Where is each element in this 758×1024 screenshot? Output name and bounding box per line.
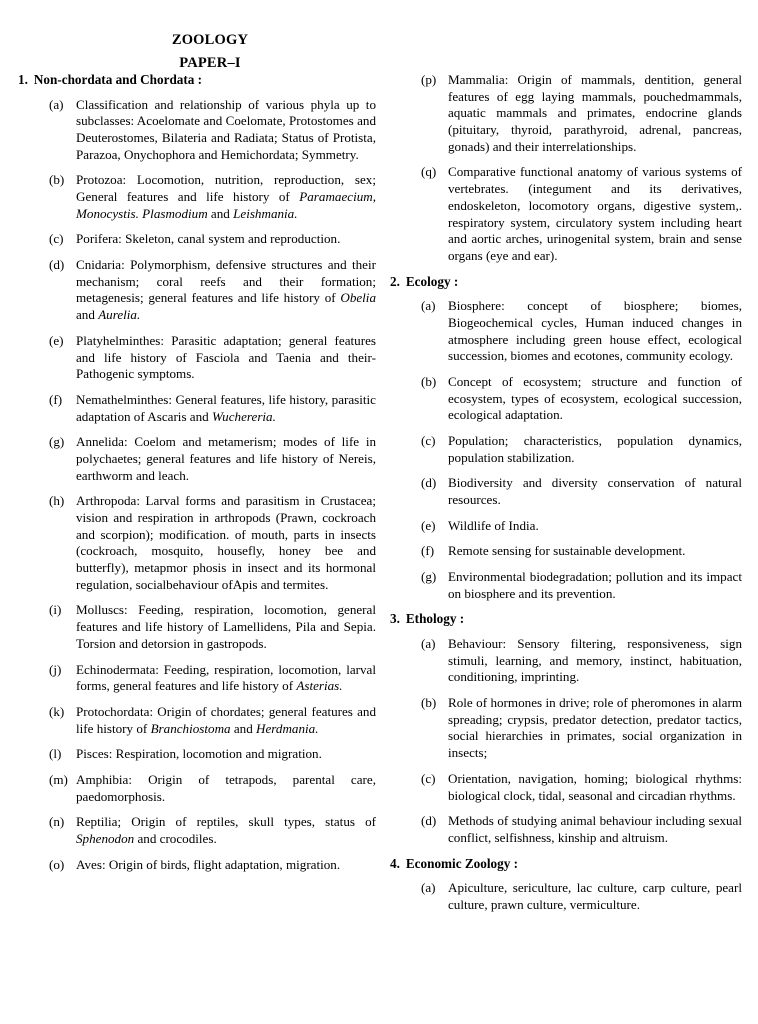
section-number: 4. <box>390 855 400 871</box>
item-label: (i) <box>49 602 62 618</box>
syllabus-item <box>390 164 742 264</box>
syllabus-item <box>18 857 376 874</box>
item-text: Biodiversity and diversity conservation of natural resources. <box>448 475 742 508</box>
section-heading <box>390 856 742 872</box>
page-title: ZOOLOGY <box>171 32 249 48</box>
item-label: (b) <box>421 695 437 711</box>
item-label: (j) <box>49 661 62 677</box>
syllabus-item <box>18 602 376 652</box>
two-column-body <box>0 72 758 923</box>
item-text: Nemathelminthes: General features, life history, parasitic adaptation of Ascaris and Wuchereria. <box>76 391 376 424</box>
item-text: Mammalia: Origin of mammals, dentition, general features of egg laying mammals, pouchedmammals, aquatic mammals and primates, endocrine glands (pituitary, thyroid, parathyroid, adrenal, pancreas, gonads) and their interrelationships. <box>448 72 742 154</box>
syllabus-item <box>18 172 376 222</box>
item-text: Concept of ecosystem; structure and function of ecosystem, types of ecosystem, ecological succession, ecological adaptation. <box>448 373 742 423</box>
syllabus-item <box>390 518 742 535</box>
syllabus-item <box>18 231 376 248</box>
syllabus-item <box>390 433 742 466</box>
item-text: Protozoa: Locomotion, nutrition, reproduction, sex; General features and life history of Paramaecium, Monocystis. Plasmodium and Leishmania. <box>76 172 376 221</box>
item-label: (p) <box>421 72 437 87</box>
section-title: Ecology : <box>405 273 459 289</box>
item-label: (g) <box>49 434 65 450</box>
section-number: 1. <box>18 72 28 87</box>
item-text: Remote sensing for sustainable development. <box>448 543 686 559</box>
syllabus-item <box>18 257 376 324</box>
item-label: (g) <box>421 569 437 585</box>
section-number: 2. <box>390 273 400 289</box>
syllabus-item <box>18 662 376 695</box>
item-label: (e) <box>49 332 64 348</box>
right-column <box>390 72 758 923</box>
item-label: (c) <box>421 432 436 448</box>
section-number: 3. <box>390 611 400 627</box>
item-text: Aves: Origin of birds, flight adaptation, migration. <box>76 856 341 872</box>
item-label: (h) <box>49 493 65 509</box>
syllabus-item <box>18 97 376 164</box>
section-title: Economic Zoology : <box>405 855 518 871</box>
syllabus-item <box>390 298 742 365</box>
item-text: Echinodermata: Feeding, respiration, locomotion, larval forms, general features and life history of Asterias. <box>76 661 376 694</box>
syllabus-item <box>390 72 742 155</box>
item-label: (b) <box>421 373 437 389</box>
syllabus-item <box>18 814 376 847</box>
item-text: Annelida: Coelom and metamerism; modes of life in polychaetes; general features and life history of Nereis, earthworm and leach. <box>76 434 376 483</box>
item-text: Methods of studying animal behaviour including sexual conflict, selfishness, kinship and altruism. <box>448 813 742 845</box>
item-label: (d) <box>49 257 65 273</box>
item-text: Orientation, navigation, homing; biological rhythms: biological clock, tidal, seasonal and circadian rhythms. <box>448 770 742 803</box>
document-header <box>0 33 420 70</box>
item-text: Amphibia: Origin of tetrapods, parental care, paedomorphosis. <box>76 771 376 804</box>
syllabus-item <box>390 475 742 508</box>
page-subtitle: PAPER–I <box>179 54 241 71</box>
item-text: Role of hormones in drive; role of pheromones in alarm spreading; crypsis, predator detection, predator tactics, social hierarchies in primates, social organization in insects; <box>448 695 742 761</box>
item-text: Comparative functional anatomy of various systems of vertebrates. (integument and its derivatives, endoskeleton, locomotory organs, digestive system,. respiratory system, circulatory system including heart and aortic arches, urinogenital system, brain and sense organs (eye and ear). <box>448 164 742 263</box>
section-title: Ethology : <box>405 611 465 627</box>
item-label: (a) <box>49 96 64 112</box>
item-text: Protochordata: Origin of chordates; general features and life history of Branchiostoma and Herdmania. <box>76 703 376 736</box>
item-text: Environmental biodegradation; pollution and its impact on biosphere and its prevention. <box>448 569 742 601</box>
item-label: (f) <box>421 543 435 559</box>
syllabus-item <box>18 704 376 737</box>
syllabus-item <box>390 880 742 913</box>
item-text: Arthropoda: Larval forms and parasitism in Crustacea; vision and respiration in arthropods (Prawn, cockroach and scorpion); modification. of mouth, parts in insects (cockroach, mosquito, housefly, honey bee and butterfly), metapmor phosis in insect and its hormonal regulation, socialbehaviour ofApis and termites. <box>76 493 376 592</box>
syllabus-item <box>18 333 376 383</box>
left-column <box>0 72 390 882</box>
syllabus-item <box>390 771 742 804</box>
item-text: Population; characteristics, population dynamics, population stabilization. <box>448 432 742 465</box>
item-label: (c) <box>49 231 64 247</box>
item-label: (e) <box>421 517 436 533</box>
syllabus-item <box>18 772 376 805</box>
item-text: Porifera: Skeleton, canal system and reproduction. <box>76 231 341 247</box>
item-label: (c) <box>421 770 436 786</box>
item-text: Behaviour: Sensory filtering, responsiveness, sign stimuli, learning, and memory, instinct, habituation, conditioning, imprinting. <box>448 636 742 685</box>
item-label: (a) <box>421 880 436 896</box>
item-text: Pisces: Respiration, locomotion and migration. <box>76 746 322 762</box>
item-text: Platyhelminthes: Parasitic adaptation; general features and life history of Fasciola and Taenia and their-Pathogenic symptoms. <box>76 332 376 382</box>
item-text: Apiculture, sericulture, lac culture, carp culture, pearl culture, prawn culture, vermiculture. <box>448 880 742 912</box>
item-text: Cnidaria: Polymorphism, defensive structures and their mechanism; coral reefs and their formation; metagenesis; general features and life history of Obelia and Aurelia. <box>76 257 376 323</box>
item-label: (b) <box>49 172 65 188</box>
section-heading <box>390 611 742 627</box>
syllabus-item <box>390 636 742 686</box>
item-label: (n) <box>49 814 65 830</box>
syllabus-item <box>18 746 376 763</box>
syllabus-item <box>18 392 376 425</box>
section-title: Non-chordata and Chordata : <box>33 72 203 87</box>
item-label: (q) <box>421 164 437 180</box>
item-label: (m) <box>49 771 68 787</box>
syllabus-item <box>390 569 742 602</box>
item-label: (l) <box>49 746 62 762</box>
section-heading <box>18 72 376 88</box>
item-text: Molluscs: Feeding, respiration, locomotion, general features and life history of Lamellidens, Pila and Sepia. Torsion and detorsion in gastropods. <box>76 602 376 651</box>
item-label: (d) <box>421 475 437 491</box>
item-label: (d) <box>421 813 437 829</box>
item-text: Biosphere: concept of biosphere; biomes, Biogeochemical cycles, Human induced changes in atmosphere including green house effect, ecological succession, biomes and ecotones, community ecology. <box>448 298 742 364</box>
section-heading <box>390 274 742 290</box>
item-text: Classification and relationship of various phyla up to subclasses: Acoelomate and Coelomate, Protostomes and Deuterostomes, Bilateria and Radiata; Status of Protista, Parazoa, Onychophora and Hemichordata; Symmetry. <box>76 96 376 162</box>
syllabus-item <box>18 434 376 484</box>
syllabus-item <box>18 493 376 593</box>
item-label: (k) <box>49 703 65 719</box>
item-label: (f) <box>49 391 63 407</box>
syllabus-item <box>390 374 742 424</box>
item-text: Wildlife of India. <box>448 517 539 533</box>
item-label: (a) <box>421 298 436 314</box>
item-label: (o) <box>49 856 65 872</box>
syllabus-item <box>390 543 742 560</box>
syllabus-item <box>390 695 742 762</box>
syllabus-item <box>390 813 742 846</box>
item-label: (a) <box>421 636 436 652</box>
item-text: Reptilia; Origin of reptiles, skull types, status of Sphenodon and crocodiles. <box>76 814 376 847</box>
